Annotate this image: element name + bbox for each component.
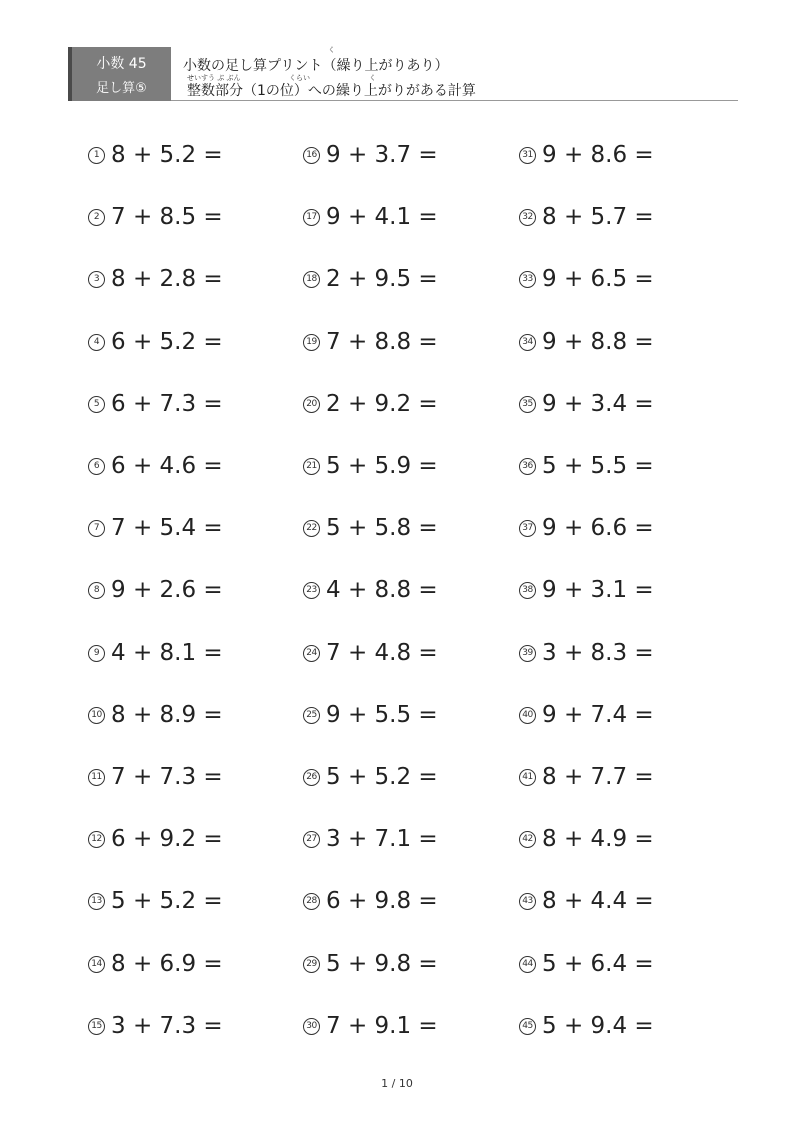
problem-number: 20 bbox=[303, 396, 320, 413]
problem-number: 41 bbox=[519, 769, 536, 786]
problem-expression: 3 + 7.1 = bbox=[326, 826, 438, 853]
problem-number: 34 bbox=[519, 334, 536, 351]
problem-number: 16 bbox=[303, 147, 320, 164]
problem-number: 8 bbox=[88, 582, 105, 599]
problem-expression: 5 + 5.9 = bbox=[326, 453, 438, 479]
problem-expression: 9 + 4.1 = bbox=[326, 204, 438, 231]
problem-number: 3 bbox=[88, 271, 105, 288]
problem-number: 5 bbox=[88, 396, 105, 413]
problem-expression: 6 + 5.2 = bbox=[111, 328, 223, 355]
problem-number: 6 bbox=[88, 458, 105, 475]
problem-number: 19 bbox=[303, 334, 320, 351]
problem-number: 28 bbox=[303, 893, 320, 910]
problem-number: 45 bbox=[519, 1018, 536, 1035]
problem-expression: 5 + 5.8 = bbox=[326, 515, 438, 542]
problem-number: 1 bbox=[88, 147, 105, 164]
problem-number: 17 bbox=[303, 209, 320, 226]
problem-expression: 9 + 3.1 = bbox=[542, 577, 654, 604]
problem-number: 24 bbox=[303, 645, 320, 662]
problem-number: 32 bbox=[519, 209, 536, 226]
problem-expression: 5 + 5.2 = bbox=[111, 888, 223, 915]
problem-number: 33 bbox=[519, 271, 536, 288]
title-line2-ruby-3: く bbox=[369, 74, 376, 82]
problem-expression: 5 + 9.4 = bbox=[542, 1012, 654, 1039]
page-number: 1 / 10 bbox=[381, 1077, 413, 1090]
problem-expression: 8 + 4.9 = bbox=[542, 826, 654, 853]
problem-expression: 7 + 8.8 = bbox=[326, 328, 438, 355]
problem-number: 29 bbox=[303, 956, 320, 973]
problem-number: 30 bbox=[303, 1018, 320, 1035]
problem-number: 25 bbox=[303, 707, 320, 724]
problem-number: 35 bbox=[519, 396, 536, 413]
problem-expression: 7 + 5.4 = bbox=[111, 515, 223, 542]
badge-line1: 小数 45 bbox=[96, 56, 147, 72]
problem-expression: 9 + 8.6 = bbox=[542, 142, 654, 168]
problem-expression: 8 + 5.2 = bbox=[111, 142, 223, 168]
problem-expression: 9 + 8.8 = bbox=[542, 328, 654, 355]
problem-expression: 5 + 6.4 = bbox=[542, 950, 654, 977]
title-line2-ruby-1: せいすう ぶ ぶん bbox=[187, 74, 241, 82]
problem-expression: 8 + 5.7 = bbox=[542, 204, 654, 231]
problem-expression: 9 + 3.7 = bbox=[326, 142, 438, 168]
problem-number: 11 bbox=[88, 769, 105, 786]
problem-number: 13 bbox=[88, 893, 105, 910]
problem-expression: 4 + 8.8 = bbox=[326, 577, 438, 604]
problem-number: 21 bbox=[303, 458, 320, 475]
problem-expression: 9 + 3.4 = bbox=[542, 390, 654, 417]
problem-number: 22 bbox=[303, 520, 320, 537]
problem-expression: 5 + 9.8 = bbox=[326, 950, 438, 977]
problem-number: 42 bbox=[519, 831, 536, 848]
worksheet-header bbox=[68, 47, 738, 101]
problem-number: 15 bbox=[88, 1018, 105, 1035]
problem-number: 27 bbox=[303, 831, 320, 848]
problem-expression: 9 + 6.5 = bbox=[542, 266, 654, 293]
problem-expression: 2 + 9.2 = bbox=[326, 390, 438, 417]
problem-expression: 6 + 9.2 = bbox=[111, 826, 223, 853]
problem-expression: 9 + 6.6 = bbox=[542, 515, 654, 542]
problem-expression: 8 + 7.7 = bbox=[542, 764, 654, 790]
problem-expression: 7 + 7.3 = bbox=[111, 764, 223, 790]
problem-expression: 3 + 8.3 = bbox=[542, 639, 654, 666]
problem-number: 39 bbox=[519, 645, 536, 662]
problem-expression: 8 + 4.4 = bbox=[542, 888, 654, 915]
problem-number: 12 bbox=[88, 831, 105, 848]
problem-expression: 5 + 5.5 = bbox=[542, 453, 654, 479]
problem-number: 4 bbox=[88, 334, 105, 351]
problem-expression: 7 + 9.1 = bbox=[326, 1012, 438, 1039]
problem-number: 31 bbox=[519, 147, 536, 164]
problem-expression: 5 + 5.2 = bbox=[326, 764, 438, 790]
problem-expression: 9 + 2.6 = bbox=[111, 577, 223, 604]
problem-number: 7 bbox=[88, 520, 105, 537]
problem-number: 10 bbox=[88, 707, 105, 724]
problem-expression: 8 + 6.9 = bbox=[111, 950, 223, 977]
worksheet-title: 小数の足し算プリント（繰り上がりあり） bbox=[183, 58, 449, 74]
title-line1-ruby: く bbox=[328, 46, 335, 54]
problem-number: 2 bbox=[88, 209, 105, 226]
problem-number: 14 bbox=[88, 956, 105, 973]
problem-expression: 2 + 9.5 = bbox=[326, 266, 438, 293]
problem-expression: 3 + 7.3 = bbox=[111, 1012, 223, 1039]
problem-expression: 7 + 4.8 = bbox=[326, 639, 438, 666]
problem-number: 44 bbox=[519, 956, 536, 973]
problem-expression: 9 + 7.4 = bbox=[542, 701, 654, 728]
problem-number: 38 bbox=[519, 582, 536, 599]
title-line2-ruby-2: くらい bbox=[289, 74, 310, 82]
worksheet-badge bbox=[68, 47, 171, 101]
problem-number: 36 bbox=[519, 458, 536, 475]
problem-expression: 6 + 4.6 = bbox=[111, 453, 223, 479]
problem-expression: 4 + 8.1 = bbox=[111, 639, 223, 666]
header-rule bbox=[171, 100, 738, 101]
badge-line2: 足し算⑤ bbox=[96, 81, 147, 96]
problem-number: 40 bbox=[519, 707, 536, 724]
problem-number: 43 bbox=[519, 893, 536, 910]
problem-expression: 7 + 8.5 = bbox=[111, 204, 223, 231]
problem-number: 23 bbox=[303, 582, 320, 599]
problem-number: 37 bbox=[519, 520, 536, 537]
problem-expression: 8 + 8.9 = bbox=[111, 701, 223, 728]
problem-expression: 9 + 5.5 = bbox=[326, 701, 438, 728]
problem-number: 9 bbox=[88, 645, 105, 662]
problem-expression: 6 + 7.3 = bbox=[111, 390, 223, 417]
problem-number: 26 bbox=[303, 769, 320, 786]
problem-number: 18 bbox=[303, 271, 320, 288]
worksheet-subtitle: 整数部分（1の位）への繰り上がりがある計算 bbox=[187, 83, 476, 99]
problem-expression: 6 + 9.8 = bbox=[326, 888, 438, 915]
problem-expression: 8 + 2.8 = bbox=[111, 266, 223, 293]
